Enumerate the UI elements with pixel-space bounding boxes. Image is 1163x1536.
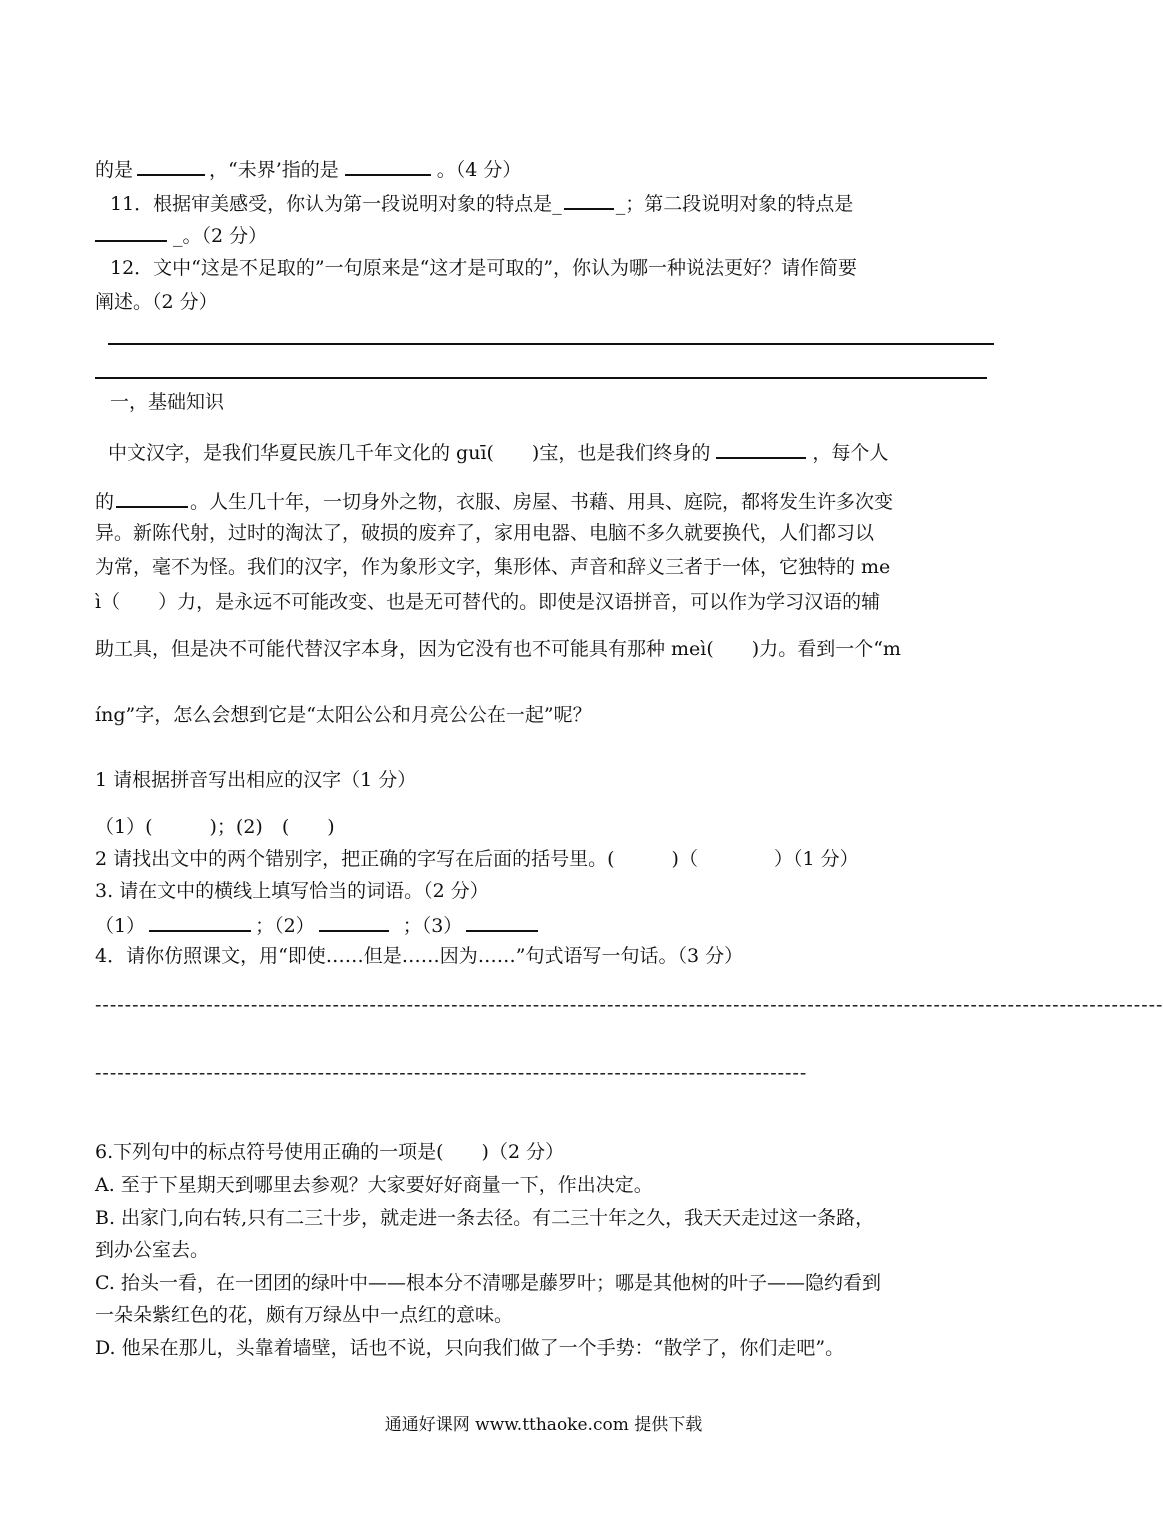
prev-line-1: 的是 ，“未界’指的是 。（4 分） [95, 156, 521, 182]
answer-blank[interactable] [564, 190, 614, 210]
question-12-cont: 阐述。（2 分） [95, 291, 218, 313]
question-4: 4．请你仿照课文，用“即使……但是……因为……”句式语写一句话。（3 分） [95, 945, 744, 967]
answer-blank[interactable] [716, 439, 806, 459]
answer-line[interactable] [95, 377, 987, 379]
question-11-cont: _。（2 分） [95, 222, 267, 248]
passage-line-2: 的 。人生几十年，一切身外之物，衣服、房屋、书藉、用具、庭院，都将发生许多次变 [95, 488, 893, 514]
option-c-cont: 一朵朵紫红色的花，颇有万绿丛中一点红的意味。 [95, 1304, 514, 1326]
question-1: 1 请根据拼音写出相应的汉字（1 分） [95, 769, 417, 791]
question-1-answers[interactable]: （1）( )；(2) ( ) [95, 816, 335, 838]
passage-line-4: 为常，毫不为怪。我们的汉字，作为象形文字，集形体、声音和辞义三者于一体，它独特的 me [95, 556, 891, 578]
passage-line-5: ì（ ）力，是永远不可能改变、也是无可替代的。即使是汉语拼音，可以作为学习汉语的辅 [95, 591, 881, 613]
question-6: 6.下列句中的标点符号使用正确的一项是( )（2 分） [95, 1141, 565, 1163]
dashed-answer-line[interactable]: ------------------------------------------------------------------------------------------------------------------------------------------------ [95, 994, 1163, 1016]
page-footer: 通通好课网 www.tthaoke.com 提供下载 [384, 1415, 703, 1435]
option-a[interactable]: A. 至于下星期天到哪里去参观？大家要好好商量一下，作出决定。 [95, 1174, 653, 1196]
dashed-answer-line[interactable]: ------------------------------------------------------------------------------------------------ [95, 1062, 808, 1084]
question-12: 12．文中“这是不足取的”一句原来是“这才是可取的”，你认为哪一种说法更好？请作简要 [110, 257, 858, 279]
question-11: 11．根据审美感受，你认为第一段说明对象的特点是_ _；第二段说明对象的特点是 [110, 190, 853, 216]
passage-line-6: 助工具，但是决不可能代替汉字本身，因为它没有也不可能具有那种 meì( )力。看到一个“m [95, 638, 901, 660]
section-heading: 一，基础知识 [110, 391, 225, 413]
passage-line-1: 中文汉字，是我们华夏民族几千年文化的 guī( )宝，也是我们终身的 ，每个人 [108, 439, 888, 465]
answer-blank[interactable] [466, 912, 538, 932]
question-3: 3. 请在文中的横线上填写恰当的词语。（2 分） [95, 880, 489, 902]
question-3-blanks: （1） ；（2） ；（3） [95, 912, 538, 938]
answer-blank[interactable] [95, 222, 167, 242]
answer-blank[interactable] [116, 488, 188, 508]
option-d[interactable]: D. 他呆在那儿，头靠着墙壁，话也不说，只向我们做了一个手势：“散学了，你们走吧”。 [95, 1337, 845, 1359]
answer-blank[interactable] [149, 912, 251, 932]
option-b[interactable]: B. 出家门,向右转,只有二三十步，就走进一条去径。有二三十年之久，我天天走过这一条路， [95, 1207, 875, 1229]
answer-line[interactable] [108, 343, 994, 345]
passage-line-3: 异。新陈代射，过时的淘汰了，破损的废弃了，家用电器、电脑不多久就要换代，人们都习以 [95, 522, 875, 544]
option-c[interactable]: C. 抬头一看，在一团团的绿叶中——根本分不清哪是藤罗叶；哪是其他树的叶子——隐约看到 [95, 1272, 881, 1294]
question-2: 2 请找出文中的两个错别字，把正确的字写在后面的括号里。( )（ ）（1 分） [95, 848, 859, 870]
passage-line-7: íng”字，怎么会想到它是“太阳公公和月亮公公在一起”呢？ [95, 704, 592, 726]
answer-blank[interactable] [319, 912, 389, 932]
option-b-cont: 到办公室去。 [95, 1239, 210, 1261]
answer-blank[interactable] [345, 156, 431, 176]
answer-blank[interactable] [137, 156, 205, 176]
